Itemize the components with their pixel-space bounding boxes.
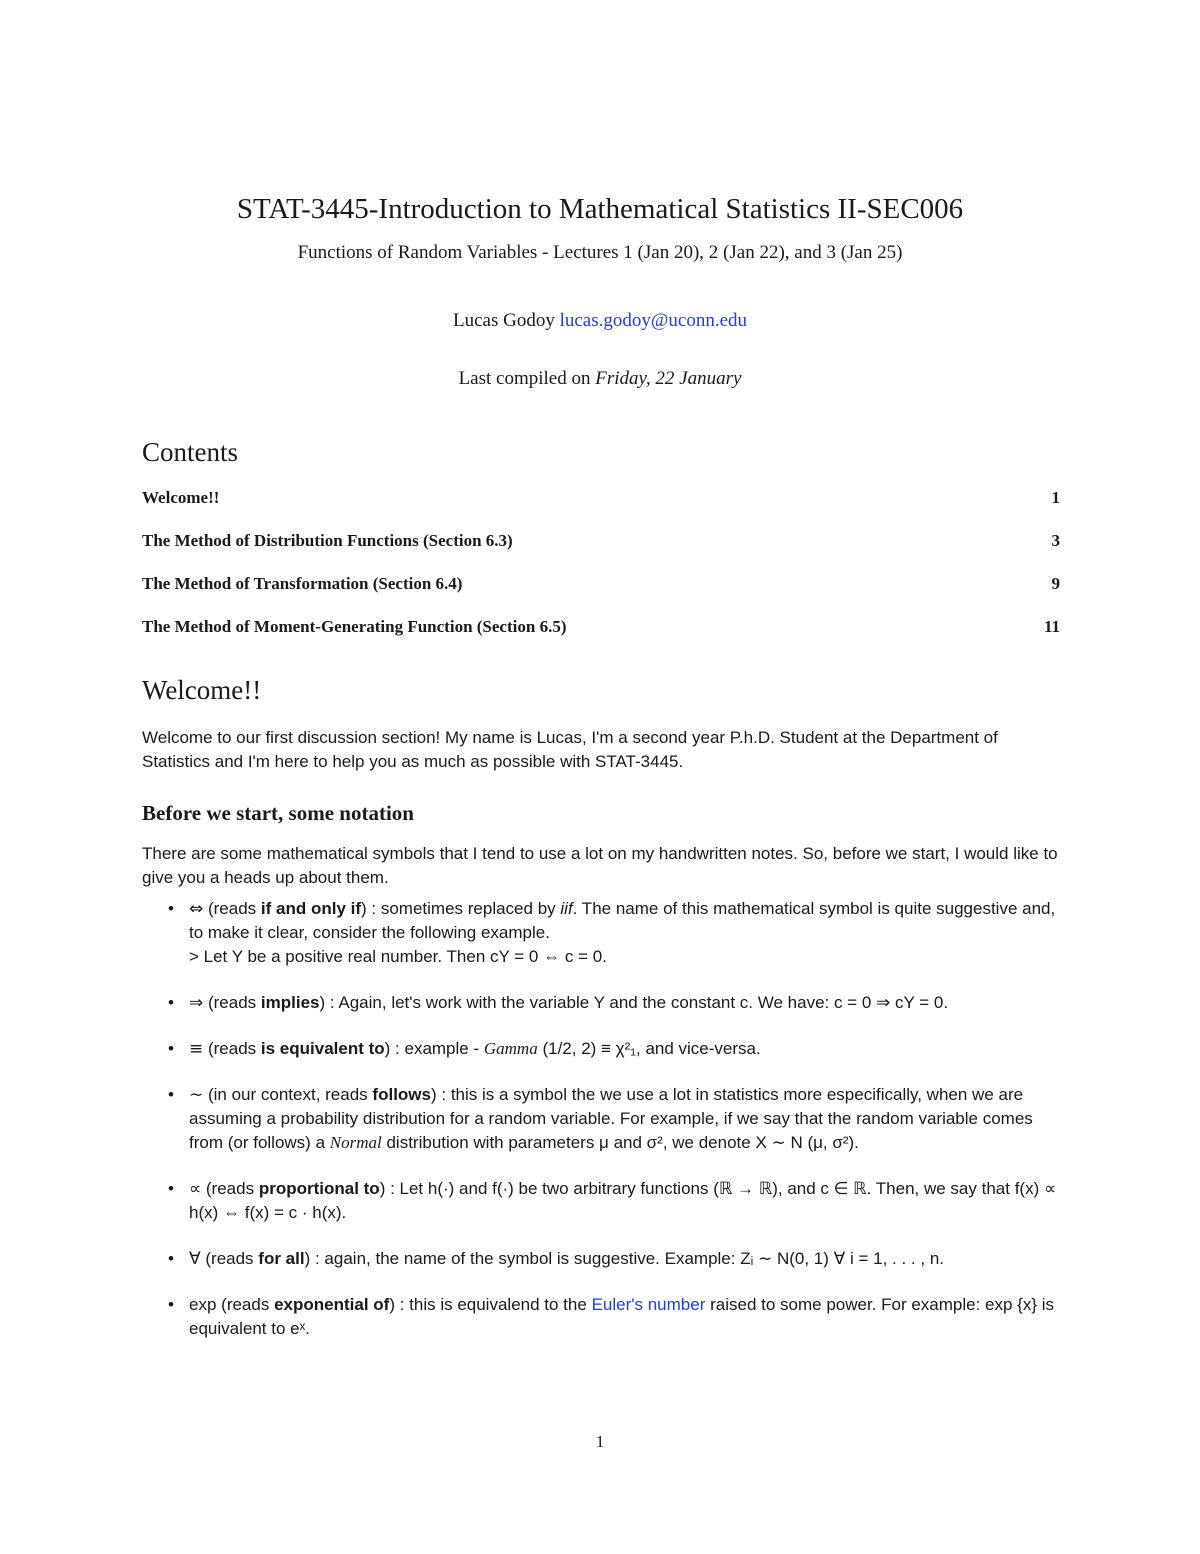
- item-keyword: if and only if: [260, 899, 362, 918]
- list-item-implies: [142, 991, 1060, 1015]
- contents-heading: Contents: [142, 437, 239, 467]
- iff-symbol: ⇔: [189, 899, 204, 919]
- forall-symbol: ∀: [189, 1249, 201, 1269]
- item-text: ) : Let h(·) and f(·) be two arbitrary functions (ℝ → ℝ), and c ∈ ℝ. Then, we say that f(x) ∝ h(x) ⇔ f(x) = c · h(x).: [189, 1179, 1057, 1222]
- document-title: STAT-3445-Introduction to Mathematical Statistics II-SEC006: [236, 193, 964, 225]
- item-text: raised to some power. For example: exp {x} is equivalent to eˣ.: [189, 1295, 1055, 1338]
- equivalent-symbol: ≡: [189, 1039, 204, 1059]
- item-keyword: implies: [260, 993, 320, 1012]
- toc-item-label: The Method of Moment-Generating Function (Section 6.5): [142, 617, 567, 636]
- item-keyword: is equivalent to: [260, 1039, 385, 1058]
- toc-item-page: 11: [1043, 617, 1060, 636]
- compiled-date-line: [0, 368, 1200, 390]
- item-text: ) : Again, let's work with the variable Y and the constant c. We have: c = 0 ⇒ cY = 0.: [319, 993, 949, 1012]
- proportional-symbol: ∝: [189, 1179, 202, 1199]
- item-keyword: exponential of: [274, 1295, 390, 1314]
- item-text: (reads: [221, 1295, 270, 1314]
- item-text: (reads: [205, 1179, 255, 1198]
- toc-item-transformation[interactable]: [142, 574, 1060, 617]
- item-text: ) : this is a symbol the we use a lot in statistics more especifically, when we are assuming a probability distribution for a random variable. For example, if we say that the random variable comes from (or follows) a: [189, 1085, 1033, 1152]
- list-item-exp: [142, 1293, 1060, 1341]
- item-keyword: follows: [372, 1085, 431, 1104]
- item-text: (in our context, reads: [207, 1085, 368, 1104]
- toc-item-label: The Method of Transformation (Section 6.4): [142, 574, 463, 593]
- toc-item-welcome[interactable]: [142, 488, 1060, 531]
- item-text: (reads: [207, 1039, 257, 1058]
- page-number: 1: [595, 1432, 605, 1451]
- item-text: ) : this is equivalend to the: [389, 1295, 587, 1314]
- item-text: (reads: [207, 993, 257, 1012]
- toc-item-page: 1: [1051, 488, 1060, 507]
- eulers-number-link[interactable]: Euler's number: [591, 1295, 706, 1314]
- item-gamma: Gamma: [483, 1039, 538, 1058]
- item-text: distribution with parameters μ and σ², we denote X ∼ N (μ, σ²).: [386, 1133, 859, 1152]
- item-text: ) : example -: [384, 1039, 480, 1058]
- item-iff-word: iif: [560, 899, 573, 918]
- notation-intro: There are some mathematical symbols that I tend to use a lot on my handwritten notes. So, before we start, I would like to give you a heads up about them.: [142, 844, 1058, 887]
- item-keyword: for all: [258, 1249, 305, 1268]
- item-keyword: proportional to: [258, 1179, 380, 1198]
- compiled-date: Friday, 22 January: [595, 368, 742, 389]
- item-normal: Normal: [329, 1133, 382, 1152]
- list-item-follows: [142, 1083, 1060, 1155]
- welcome-paragraph: Welcome to our first discussion section! My name is Lucas, I'm a second year P.h.D. Student at the Department of Statistics and I'm here to help you as much as possible with STAT-3445.: [142, 728, 998, 771]
- list-item-proportional: [142, 1177, 1060, 1225]
- item-text: . The name of this mathematical symbol is quite suggestive and, to make it clear, consider the following example.: [189, 899, 1056, 942]
- toc-item-label: Welcome!!: [142, 488, 220, 507]
- toc-item-mgf[interactable]: [142, 617, 1060, 660]
- notation-heading: Before we start, some notation: [142, 801, 414, 825]
- document-subtitle: Functions of Random Variables - Lectures 1 (Jan 20), 2 (Jan 22), and 3 (Jan 25): [297, 242, 903, 263]
- toc-item-page: 9: [1051, 574, 1060, 593]
- toc-item-label: The Method of Distribution Functions (Section 6.3): [142, 531, 513, 550]
- list-item-iff: [142, 897, 1060, 969]
- item-text: (1/2, 2) ≡ χ²₁, and vice-versa.: [542, 1039, 761, 1058]
- author-name: Lucas Godoy: [453, 310, 555, 331]
- implies-symbol: ⇒: [189, 993, 204, 1013]
- list-item-forall: [142, 1247, 1060, 1271]
- tilde-symbol: ∼: [189, 1085, 204, 1105]
- toc-item-page: 3: [1051, 531, 1060, 550]
- table-of-contents: [142, 488, 1060, 660]
- exp-symbol: exp: [189, 1295, 217, 1314]
- item-text: ) : sometimes replaced by: [361, 899, 556, 918]
- item-text: ) : again, the name of the symbol is suggestive. Example: Zᵢ ∼ N(0, 1) ∀ i = 1, . . . , n.: [304, 1249, 944, 1268]
- author-line: [0, 310, 1200, 332]
- item-example: > Let Y be a positive real number. Then cY = 0 ⇔ c = 0.: [189, 947, 607, 966]
- compiled-prefix: Last compiled on: [458, 368, 591, 389]
- notation-list: [142, 897, 1060, 1363]
- author-email-link[interactable]: lucas.godoy@uconn.edu: [559, 310, 747, 331]
- welcome-heading: Welcome!!: [142, 675, 262, 705]
- item-text: (reads: [205, 1249, 254, 1268]
- toc-item-distribution-functions[interactable]: [142, 531, 1060, 574]
- list-item-equivalent: [142, 1037, 1060, 1061]
- item-text: (reads: [207, 899, 257, 918]
